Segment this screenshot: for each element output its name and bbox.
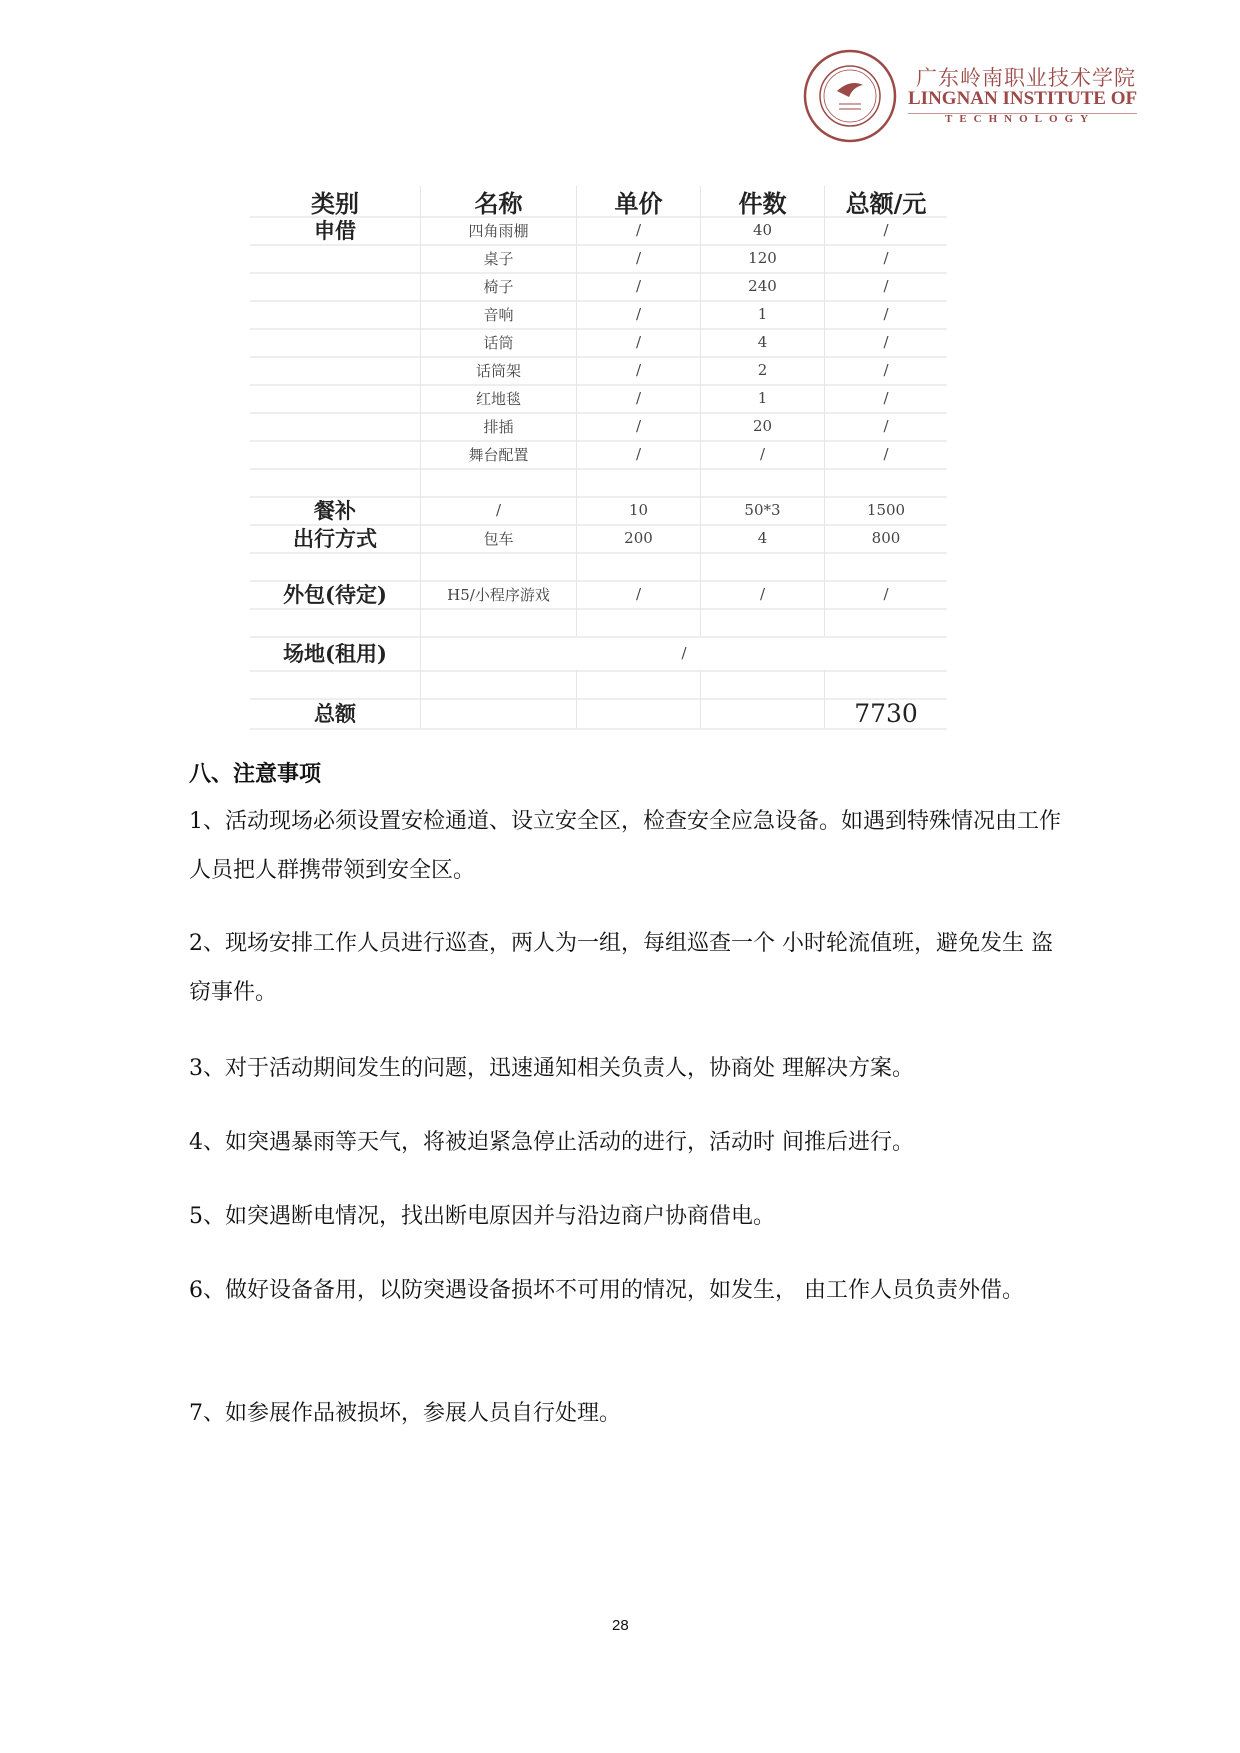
table-cell: / — [824, 356, 947, 384]
note-7: 7、如参展作品被损坏，参展人员自行处理。 — [189, 1401, 621, 1426]
table-row — [250, 524, 947, 554]
table-cell: / — [824, 244, 947, 272]
table-cell: / — [576, 440, 700, 468]
school-name-cn: 广东岭南职业技术学院 — [916, 66, 1136, 90]
table-cell — [250, 552, 420, 580]
table-row — [250, 272, 947, 302]
table-cell: 1500 — [824, 496, 947, 524]
table-cell: / — [576, 384, 700, 412]
table-cell: 话筒架 — [420, 356, 576, 384]
table-cell — [824, 468, 947, 496]
section-title: 八、注意事项 — [189, 762, 322, 787]
table-cell: 240 — [700, 272, 824, 300]
table-cell: H5/小程序游戏 — [420, 580, 576, 608]
table-row — [250, 468, 947, 498]
table-cell — [700, 608, 824, 636]
table-cell — [250, 300, 420, 328]
table-header-row — [250, 186, 947, 218]
table-cell: / — [824, 412, 947, 440]
note-2: 2、现场安排工作人员进行巡查，两人为一组，每组巡查一个 小时轮流值班，避免发生 盗窃事件。 — [189, 931, 1053, 1005]
table-cell — [700, 698, 824, 728]
table-cell: / — [576, 216, 700, 244]
table-row — [250, 440, 947, 470]
table-cell: 总额 — [314, 701, 356, 726]
table-cell — [420, 670, 576, 698]
table-cell: 话筒 — [420, 328, 576, 356]
table-cell: 20 — [700, 412, 824, 440]
school-seal-logo — [803, 49, 897, 143]
table-cell — [824, 670, 947, 698]
table-cell: 200 — [576, 524, 700, 552]
table-cell: 椅子 — [420, 272, 576, 300]
table-cell — [576, 468, 700, 496]
table-cell — [250, 272, 420, 300]
note-6: 6、做好设备备用，以防突遇设备损坏不可用的情况，如发生， 由工作人员负责外借。 — [189, 1278, 1024, 1303]
table-row — [250, 608, 947, 638]
table-cell — [576, 608, 700, 636]
table-cell — [700, 552, 824, 580]
note-4: 4、如突遇暴雨等天气，将被迫紧急停止活动的进行，活动时 间推后进行。 — [189, 1130, 914, 1155]
table-cell: 50*3 — [700, 496, 824, 524]
table-cell — [576, 670, 700, 698]
table-cell: 舞台配置 — [420, 440, 576, 468]
table-cell: / — [576, 412, 700, 440]
table-cell: / — [824, 580, 947, 608]
table-cell: 7730 — [824, 698, 947, 728]
table-cell: / — [420, 496, 576, 524]
table-cell — [250, 412, 420, 440]
table-cell: / — [824, 272, 947, 300]
table-row — [250, 216, 947, 246]
table-row — [250, 244, 947, 274]
table-cell: 出行方式 — [293, 526, 377, 551]
table-row — [250, 496, 947, 526]
page-number: 28 — [612, 1617, 629, 1634]
table-cell: 外包(待定) — [283, 582, 387, 607]
table-cell: / — [576, 356, 700, 384]
table-cell: / — [824, 440, 947, 468]
table-row — [250, 580, 947, 610]
header-cell: 名称 — [420, 186, 576, 216]
table-row — [250, 328, 947, 358]
table-cell — [250, 440, 420, 468]
table-cell: 10 — [576, 496, 700, 524]
table-cell: 800 — [824, 524, 947, 552]
table-cell — [576, 698, 700, 728]
table-cell: 场地(租用) — [283, 641, 387, 666]
table-cell: / — [576, 580, 700, 608]
table-row — [250, 670, 947, 700]
table-row — [250, 552, 947, 582]
table-row — [250, 698, 947, 730]
table-cell: 红地毯 — [420, 384, 576, 412]
table-cell: / — [824, 328, 947, 356]
table-cell: / — [576, 300, 700, 328]
table-row — [250, 356, 947, 386]
table-row — [250, 300, 947, 330]
table-cell — [250, 328, 420, 356]
table-row — [250, 412, 947, 442]
table-cell — [420, 468, 576, 496]
note-3: 3、对于活动期间发生的问题，迅速通知相关负责人，协商处 理解决方案。 — [189, 1056, 914, 1081]
table-cell — [250, 670, 420, 698]
table-cell: 4 — [700, 328, 824, 356]
table-cell: 4 — [700, 524, 824, 552]
table-cell — [824, 608, 947, 636]
school-name-en: LINGNAN INSTITUTE OF — [908, 88, 1137, 114]
table-cell: / — [700, 580, 824, 608]
table-cell: 餐补 — [314, 498, 356, 523]
table-cell — [250, 384, 420, 412]
table-cell — [824, 552, 947, 580]
table-cell: 1 — [700, 384, 824, 412]
table-cell: 四角雨棚 — [420, 216, 576, 244]
table-cell — [576, 552, 700, 580]
table-cell: 2 — [700, 356, 824, 384]
table-cell — [250, 356, 420, 384]
table-cell: 排插 — [420, 412, 576, 440]
table-cell: 1 — [700, 300, 824, 328]
table-cell: 120 — [700, 244, 824, 272]
table-cell: / — [824, 300, 947, 328]
table-cell: / — [576, 244, 700, 272]
header-cell: 件数 — [700, 186, 824, 216]
table-row — [250, 636, 947, 672]
school-name-en-2: TECHNOLOGY — [945, 113, 1096, 125]
table-cell — [420, 698, 576, 728]
table-cell: 申借 — [314, 218, 356, 243]
table-cell: / — [824, 216, 947, 244]
table-cell — [420, 552, 576, 580]
table-cell — [700, 468, 824, 496]
table-cell: / — [576, 272, 700, 300]
table-cell — [250, 468, 420, 496]
table-cell — [420, 608, 576, 636]
table-cell: 音响 — [420, 300, 576, 328]
table-cell: / — [700, 440, 824, 468]
note-5: 5、如突遇断电情况，找出断电原因并与沿边商户协商借电。 — [189, 1204, 775, 1229]
table-cell — [700, 670, 824, 698]
table-cell: / — [576, 328, 700, 356]
header-cell: 单价 — [576, 186, 700, 216]
table-cell: / — [420, 636, 947, 670]
table-cell: 40 — [700, 216, 824, 244]
table-cell — [250, 608, 420, 636]
table-cell: / — [824, 384, 947, 412]
header-cell: 总额/元 — [824, 186, 947, 216]
table-cell: 桌子 — [420, 244, 576, 272]
note-1: 1、活动现场必须设置安检通道、设立安全区，检查安全应急设备。如遇到特殊情况由工作人员把人群携带领到安全区。 — [189, 809, 1062, 883]
table-cell: 包车 — [420, 524, 576, 552]
table-cell — [250, 244, 420, 272]
table-row — [250, 384, 947, 414]
header-cell: 类别 — [311, 188, 359, 218]
